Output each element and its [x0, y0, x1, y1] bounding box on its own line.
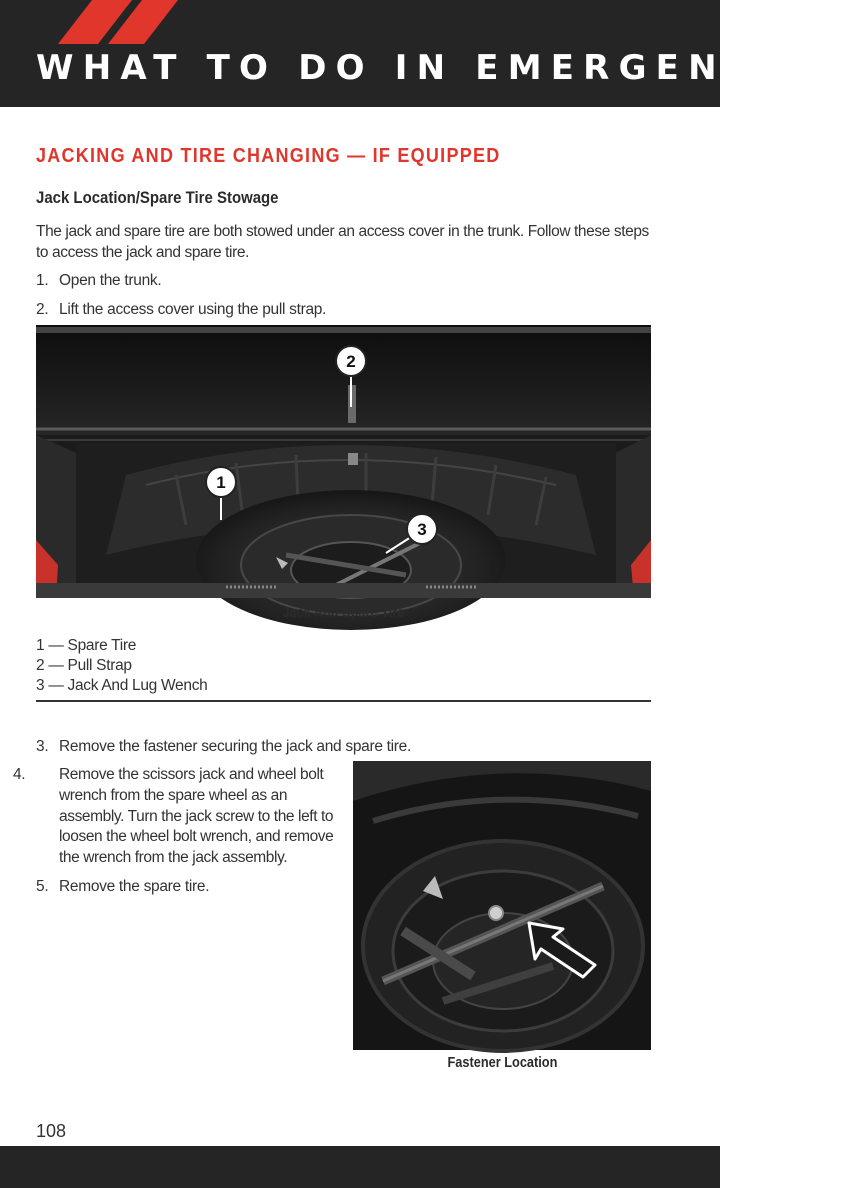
step-number: 2. — [36, 301, 49, 318]
legend-item: 2 — Pull Strap — [36, 657, 132, 674]
figure-legend — [36, 636, 207, 696]
callout-3-label: 3 — [417, 520, 427, 539]
fastener-location-photo — [353, 761, 651, 1050]
callout-2-marker — [336, 346, 366, 376]
legend-item: 1 — Spare Tire — [36, 637, 137, 654]
intro-paragraph: The jack and spare tire are both stowed under an access cover in the trunk. Follow these steps to access the jack and spare tire. — [36, 223, 649, 261]
step-item — [36, 270, 161, 291]
legend-item: 3 — Jack And Lug Wench — [36, 677, 208, 694]
chapter-title: WHAT TO DO IN EMERGENCIES — [36, 48, 848, 88]
step-number: 4. — [13, 766, 26, 783]
figure-caption — [353, 1055, 651, 1071]
divider — [36, 700, 651, 702]
callout-3-marker — [407, 514, 437, 544]
figure-caption — [36, 605, 651, 621]
step-item — [36, 876, 209, 897]
figure-caption-text: Fastener Location — [447, 1055, 557, 1071]
step-text: Lift the access cover using the pull strap. — [59, 301, 327, 318]
fastener-illustration — [353, 761, 651, 1050]
step-item — [13, 765, 338, 869]
callout-2-label: 2 — [346, 352, 356, 371]
step-number: 1. — [36, 272, 49, 289]
page-footer — [0, 1146, 720, 1188]
step-text: Remove the fastener securing the jack and spare tire. — [59, 738, 411, 755]
step-number: 5. — [36, 878, 49, 895]
trunk-illustration — [36, 325, 651, 598]
figure-caption-text: Jack And Spare Tire — [282, 605, 405, 621]
section-title: JACKING AND TIRE CHANGING — IF EQUIPPED — [36, 145, 501, 167]
jack-and-spare-tire-photo — [36, 325, 651, 598]
step-text: Remove the scissors jack and wheel bolt wrench from the spare wheel as an assembly. Turn the jack screw to the left to loosen the wheel bolt wrench, and remove the wrench from the jack assembly. — [59, 766, 334, 867]
callout-1-label: 1 — [216, 473, 226, 492]
step-item — [36, 736, 411, 757]
step-text: Remove the spare tire. — [59, 878, 210, 895]
step-item — [36, 299, 326, 320]
step-number: 3. — [36, 738, 49, 755]
page-number: 108 — [36, 1121, 67, 1141]
step-text: Open the trunk. — [59, 272, 162, 289]
page-header — [0, 0, 848, 107]
callout-1-marker — [206, 467, 236, 497]
subsection-title: Jack Location/Spare Tire Stowage — [36, 188, 279, 207]
